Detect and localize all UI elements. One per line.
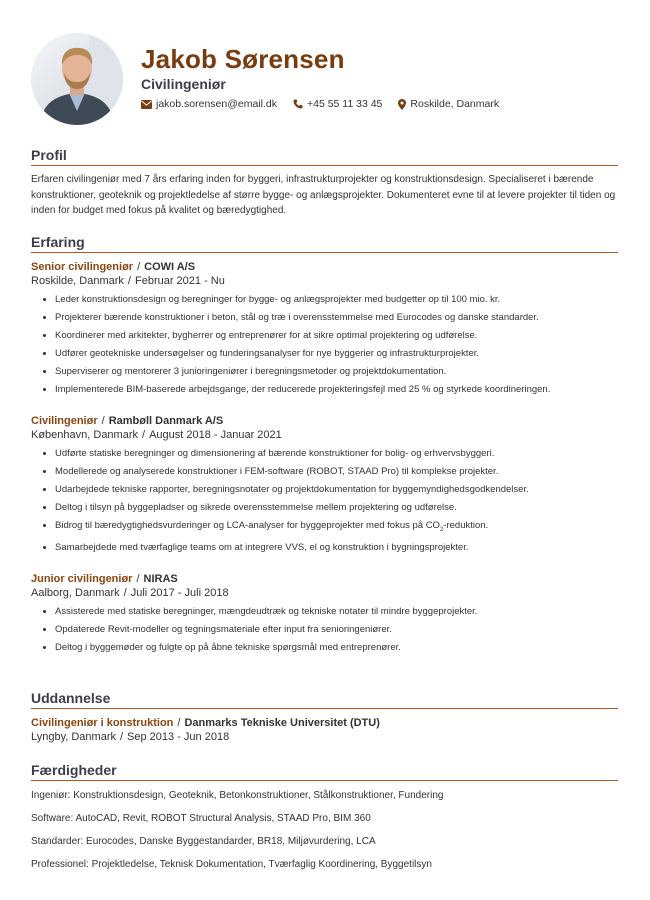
job-period: August 2018 - Januar 2021 (149, 429, 282, 441)
contact-row (141, 98, 515, 110)
list-item: • Udarbejdede tekniske rapporter, beregningsnotater og projektdokumentation for byggemyndighedsgodkendelser. (55, 481, 618, 499)
job-role: Civilingeniør (31, 415, 98, 427)
profile-text: Erfaren civilingeniør med 7 års erfaring inden for byggeri, infrastrukturprojekter og konstruktionsdesign. Specialiseret i bærende konstruktioner, geoteknik og projektledelse af større bygge- og anlægsprojekter. Dokumenteret evne til at levere projekter til tiden og inden for budget med fokus på kvalitet og bæredygtighed. (31, 174, 616, 216)
contact-email[interactable] (141, 98, 277, 110)
list-item: • Deltog i byggemøder og fulgte op på åbne tekniske spørgsmål med entreprenører. (55, 639, 618, 657)
contact-phone[interactable] (293, 98, 382, 110)
skill-line: Standarder: Eurocodes, Danske Byggestandarder, BR18, Miljøvurdering, LCA (31, 836, 376, 847)
job-location: Aalborg, Danmark (31, 586, 120, 599)
profile-section (31, 147, 618, 219)
skill-line: Ingeniør: Konstruktionsdesign, Geoteknik, Betonkonstruktioner, Stålkonstruktioner, Fundering (31, 790, 444, 801)
job-period: Juli 2017 - Juli 2018 (130, 586, 229, 599)
email-text: jakob.sorensen@email.dk (156, 98, 277, 110)
job-bullets (31, 603, 618, 657)
job-company: Rambøll Danmark A/S (108, 415, 224, 427)
job-entry: Junior civilingeniør / NIRAS Aalborg, Danmark / Juli 2017 - Juli 2018 • Assisterede med statiske beregninger, mængdeudtræk og tekniske notater til mindre byggeprojekter. • Opdaterede Revit-modeller og tegningsmateriale efter input fra senioringeniører. • Deltog i byggemøder og fulgte op på åbne tekniske spørgsmål med entreprenører. (31, 573, 618, 657)
profile-heading: Profil (31, 147, 618, 166)
list-item: • Modellerede og analyserede konstruktioner i FEM-software (ROBOT, STAAD Pro) til komplekse projekter. (55, 463, 618, 481)
list-item: • Implementerede BIM-baserede arbejdsgange, der reducerede projekteringsfejl med 25 % og styrkede koordineringen. (55, 381, 618, 399)
job-bullets (31, 445, 618, 557)
avatar (31, 33, 123, 125)
job-role: Senior civilingeniør (31, 261, 134, 273)
candidate-title: Civilingeniør (141, 76, 226, 92)
job-entry: Civilingeniør / Rambøll Danmark A/S København, Danmark / August 2018 - Januar 2021 • Udførte statiske beregninger og dimensionering af bærende konstruktioner for bolig- og erhvervsbyggeri. • Modellerede og analyserede konstruktioner i FEM-software (ROBOT, STAAD Pro) til komplekse projekter. • Udarbejdede tekniske rapporter, beregningsnotater og projektdokumentation for byggemyndighedsgodkendelser. • Deltog i tilsyn på byggepladser og sikrede overensstemmelse mellem projektering og udførelse. • Bidrog til bæredygtighedsvurderinger og LCA-analyser for byggeprojekter med fokus på $CO_2$-reduktion. • Samarbejdede med tværfaglige teams om at integrere VVS, el og konstruktion i bygningsprojekter. (31, 415, 618, 557)
envelope-icon (141, 100, 152, 109)
location-text: Roskilde, Danmark (410, 98, 500, 110)
list-item: • Koordinerer med arkitekter, bygherrer og entreprenører for at sikre optimal projektering og udførelse. (55, 327, 618, 345)
portrait-photo (31, 33, 123, 125)
skill-line: Software: AutoCAD, Revit, ROBOT Structural Analysis, STAAD Pro, BIM 360 (31, 813, 371, 824)
contact-location (398, 98, 499, 110)
skill-line: Professionel: Projektledelse, Teknisk Dokumentation, Tværfaglig Koordinering, Byggetilsyn (31, 859, 432, 870)
phone-icon (293, 99, 303, 109)
job-role: Junior civilingeniør (31, 572, 133, 585)
list-item: • Superviserer og mentorerer 3 junioringeniører i beregningsmetoder og projektdokumentation. (55, 363, 618, 381)
map-pin-icon (398, 99, 406, 110)
list-item: • Leder konstruktionsdesign og beregninger for bygge- og anlægsprojekter med budgetter op til 100 mio. kr. (55, 291, 618, 309)
education-period: Sep 2013 - Jun 2018 (127, 731, 230, 743)
list-item: • Opdaterede Revit-modeller og tegningsmateriale efter input fra senioringeniører. (55, 621, 618, 639)
degree: Civilingeniør i konstruktion (31, 717, 174, 729)
phone-text: +45 55 11 33 45 (306, 98, 383, 110)
education-heading: Uddannelse (31, 690, 618, 709)
candidate-name: Jakob Sørensen (141, 44, 345, 74)
job-location: København, Danmark (31, 429, 138, 441)
list-item: • Projekterer bærende konstruktioner i beton, stål og træ i overensstemmelse med Eurocodes og danske standarder. (55, 309, 618, 327)
experience-section (31, 234, 618, 657)
list-item: • Udfører geotekniske undersøgelser og funderingsanalyser for nye byggerier og infrastrukturprojekter. (55, 345, 618, 363)
skills-heading: Færdigheder (31, 762, 618, 781)
job-entry: Senior civilingeniør / COWI A/S Roskilde, Danmark / Februar 2021 - Nu • Leder konstruktionsdesign og beregninger for bygge- og anlægsprojekter med budgetter op til 100 mio. kr. • Projekterer bærende konstruktioner i beton, stål og træ i overensstemmelse med Eurocodes og danske standarder. • Koordinerer med arkitekter, bygherrer og entreprenører for at sikre optimal projektering og udførelse. • Udfører geotekniske undersøgelser og funderingsanalyser for nye byggerier og infrastrukturprojekter. • Superviserer og mentorerer 3 junioringeniører i beregningsmetoder og projektdokumentation. • Implementerede BIM-baserede arbejdsgange, der reducerede projekteringsfejl med 25 % og styrkede koordineringen. (31, 261, 618, 399)
resume-page (31, 0, 618, 870)
list-item: • Samarbejdede med tværfaglige teams om at integrere VVS, el og konstruktion i bygningsprojekter. (55, 539, 618, 557)
experience-heading: Erfaring (31, 234, 618, 253)
list-item: • Bidrog til bæredygtighedsvurderinger og LCA-analyser for byggeprojekter med fokus på $CO_2$-reduktion. (55, 517, 618, 539)
job-location: Roskilde, Danmark (31, 275, 124, 287)
school: Danmarks Tekniske Universitet (DTU) (184, 717, 380, 729)
list-item: • Udførte statiske beregninger og dimensionering af bærende konstruktioner for bolig- og erhvervsbyggeri. (55, 445, 618, 463)
skills-section (31, 762, 618, 876)
list-item: • Assisterede med statiske beregninger, mængdeudtræk og tekniske notater til mindre byggeprojekter. (55, 603, 618, 621)
education-location: Lyngby, Danmark (31, 731, 116, 743)
job-period: Februar 2021 - Nu (134, 275, 225, 287)
education-section: Uddannelse Civilingeniør i konstruktion / Danmarks Tekniske Universitet (DTU) Lyngby, Danmark / Sep 2013 - Jun 2018 (31, 690, 618, 743)
job-company: COWI A/S (144, 261, 196, 273)
job-company: NIRAS (143, 572, 178, 585)
list-item: • Deltog i tilsyn på byggepladser og sikrede overensstemmelse mellem projektering og udførelse. (55, 499, 618, 517)
job-bullets (31, 291, 618, 399)
resume-header (31, 0, 618, 130)
co2-subscript: 2 (439, 526, 444, 533)
